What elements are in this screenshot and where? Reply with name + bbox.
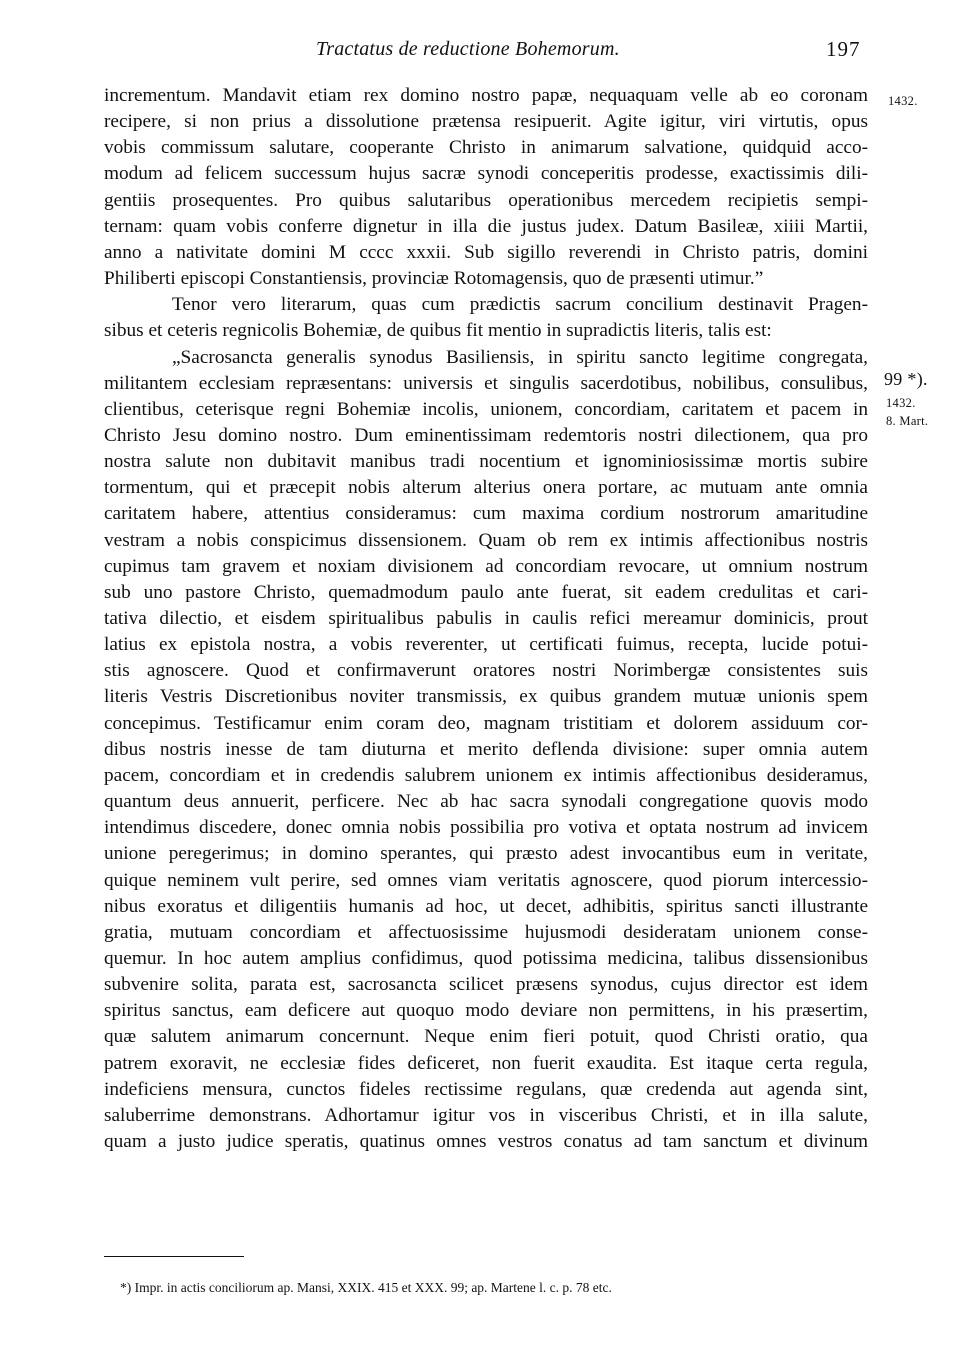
text-line: tormentum, qui et præcepit nobis alterum alterius onera portare, ac mutuam ante omnia <box>104 477 868 499</box>
text-line: clientibus, ceterisque regni Bohemiæ incolis, unionem, concordiam, caritatem et pacem in <box>104 398 868 420</box>
text-line: gentiis prosequentes. Pro quibus salutaribus operationibus mercedem recipietis sempi- <box>104 189 868 211</box>
margin-year-note: 1432. <box>886 396 916 410</box>
text-line: vestram a nobis conspicimus dissensionem. Quam ob rem ex intimis affectionibus nostris <box>104 529 868 551</box>
text-line: sub uno pastore Christo, quemadmodum paulo ante fuerat, sit eadem credulitas et cari- <box>104 581 868 603</box>
text-line: stis agnoscere. Quod et confirmaverunt oratores nostri Norimbergæ consistentes suis <box>104 660 868 682</box>
margin-document-number: 99 *). <box>884 369 928 389</box>
text-line: Philiberti episcopi Constantiensis, provinciæ Rotomagensis, quo de præsenti utimur.” <box>104 268 764 289</box>
text-line: indeficiens mensura, cunctos fideles rectissime regulans, quæ credenda aut agenda sint, <box>104 1078 868 1100</box>
text-line: gratia, mutuam concordiam et affectuosissime hujusmodi desideratam unionem conse- <box>104 921 868 943</box>
text-line: concepimus. Testificamur enim coram deo, magnam tristitiam et dolorem assiduum cor- <box>104 712 868 734</box>
text-line: latius ex epistola nostra, a vobis reverenter, ut certificati fuimus, recepta, lucide potui- <box>104 634 868 656</box>
page-number: 197 <box>826 37 861 61</box>
text-line: subvenire solita, parata est, sacrosancta scilicet præsens synodus, cujus director est idem <box>104 974 868 996</box>
running-title: Tractatus de reductione Bohemorum. <box>316 38 620 60</box>
text-line: caritatem habere, attentius consideramus: cum maxima cordium nostrorum amaritudine <box>104 503 868 525</box>
text-line: modum ad felicem successum hujus sacræ synodi conceperitis prodesse, exactissimis dili- <box>104 163 868 185</box>
text-line: quæ salutem animarum concernunt. Neque enim fieri potuit, quod Christi oratio, qua <box>104 1026 868 1048</box>
margin-date-note: 8. Mart. <box>886 414 929 428</box>
footnote-rule <box>104 1256 244 1257</box>
text-line: intendimus discedere, donec omnia nobis possibilia pro votiva et optata nostrum ad invicem <box>104 817 868 839</box>
text-line: sibus et ceteris regnicolis Bohemiæ, de quibus fit mentio in supradictis literis, talis est: <box>104 320 772 342</box>
text-line: quantum deus annuerit, perficere. Nec ab hac sacra synodali congregatione quovis modo <box>104 791 868 812</box>
text-line: recipere, si non prius a dissolutione prætensa resipuerit. Agite igitur, viri virtutis, opus <box>104 111 868 133</box>
text-line: nostra salute non dubitavit manibus tradi nocentium et ignominiosissimæ mortis subire <box>104 451 868 473</box>
text-line: spiritus sanctus, eam deficere aut quoquo modo deviare non permittens, in his præsertim, <box>104 1000 868 1022</box>
text-line: vobis commissum salutare, cooperante Christo in animarum salvatione, quidquid acco- <box>104 137 868 159</box>
text-line: quam a justo judice speratis, quatinus omnes vestros conatus ad tam sanctum et divinum <box>104 1131 868 1152</box>
text-line: literis Vestris Discretionibus noviter transmissis, ex quibus grandem mutuæ unionis spem <box>104 686 868 708</box>
margin-year-note: 1432. <box>888 94 918 108</box>
text-line: tativa dilectio, et eisdem spiritualibus pabulis in caulis refici mereamur dominicis, prout <box>104 608 868 629</box>
text-line: „Sacrosancta generalis synodus Basiliensis, in spiritu sancto legitime congregata, <box>172 346 868 368</box>
text-line: pacem, concordiam et in credendis salubrem unionem ex intimis affectionibus desideramus, <box>104 764 868 786</box>
text-line: militantem ecclesiam repræsentans: universis et singulis sacerdotibus, nobilibus, consulibus, <box>104 372 868 394</box>
text-line: Tenor vero literarum, quas cum prædictis sacrum concilium destinavit Pragen- <box>172 294 868 316</box>
text-line: cupimus tam gravem et noxiam divisionem ad concordiam revocare, ut omnium nostrum <box>104 555 868 577</box>
text-line: quemur. In hoc autem amplius confidimus, quod potissima medicina, talibus dissensionibus <box>104 947 868 969</box>
text-line: Christo Jesu domino nostro. Dum eminentissimam redemtoris nostri dilectionem, qua pro <box>104 424 868 446</box>
footnote: *) Impr. in actis conciliorum ap. Mansi, XXIX. 415 et XXX. 99; ap. Martene l. c. p. 78 etc. <box>120 1280 612 1295</box>
text-line: anno a nativitate domini M cccc xxxii. Sub sigillo reverendi in Christo patris, domini <box>104 241 868 263</box>
text-line: quique neminem vult perire, sed omnes viam veritatis agnoscere, quod piorum intercessio- <box>104 869 868 891</box>
text-line: saluberrime demonstrans. Adhortamur igitur vos in visceribus Christi, et in illa salute, <box>104 1104 868 1126</box>
text-line: incrementum. Mandavit etiam rex domino nostro papæ, nequaquam velle ab eo coronam <box>104 85 868 106</box>
text-line: patrem exoravit, ne ecclesiæ fides deficeret, non fuerit exaudita. Est itaque certa regula, <box>104 1052 868 1074</box>
text-line: ternam: quam vobis conferre dignetur in illa die justus judex. Datum Basileæ, xiiii Martii, <box>104 215 868 237</box>
text-line: nibus exoratus et diligentiis humanis ad hoc, ut decet, adhibitis, spiritus sancti illustrante <box>104 895 868 917</box>
text-line: dibus nostris inesse de tam diuturna et merito deflenda divisione: super omnia autem <box>104 738 868 760</box>
text-line: unione peregerimus; in domino sperantes, qui præsto adest invocantibus eum in veritate, <box>104 843 868 865</box>
